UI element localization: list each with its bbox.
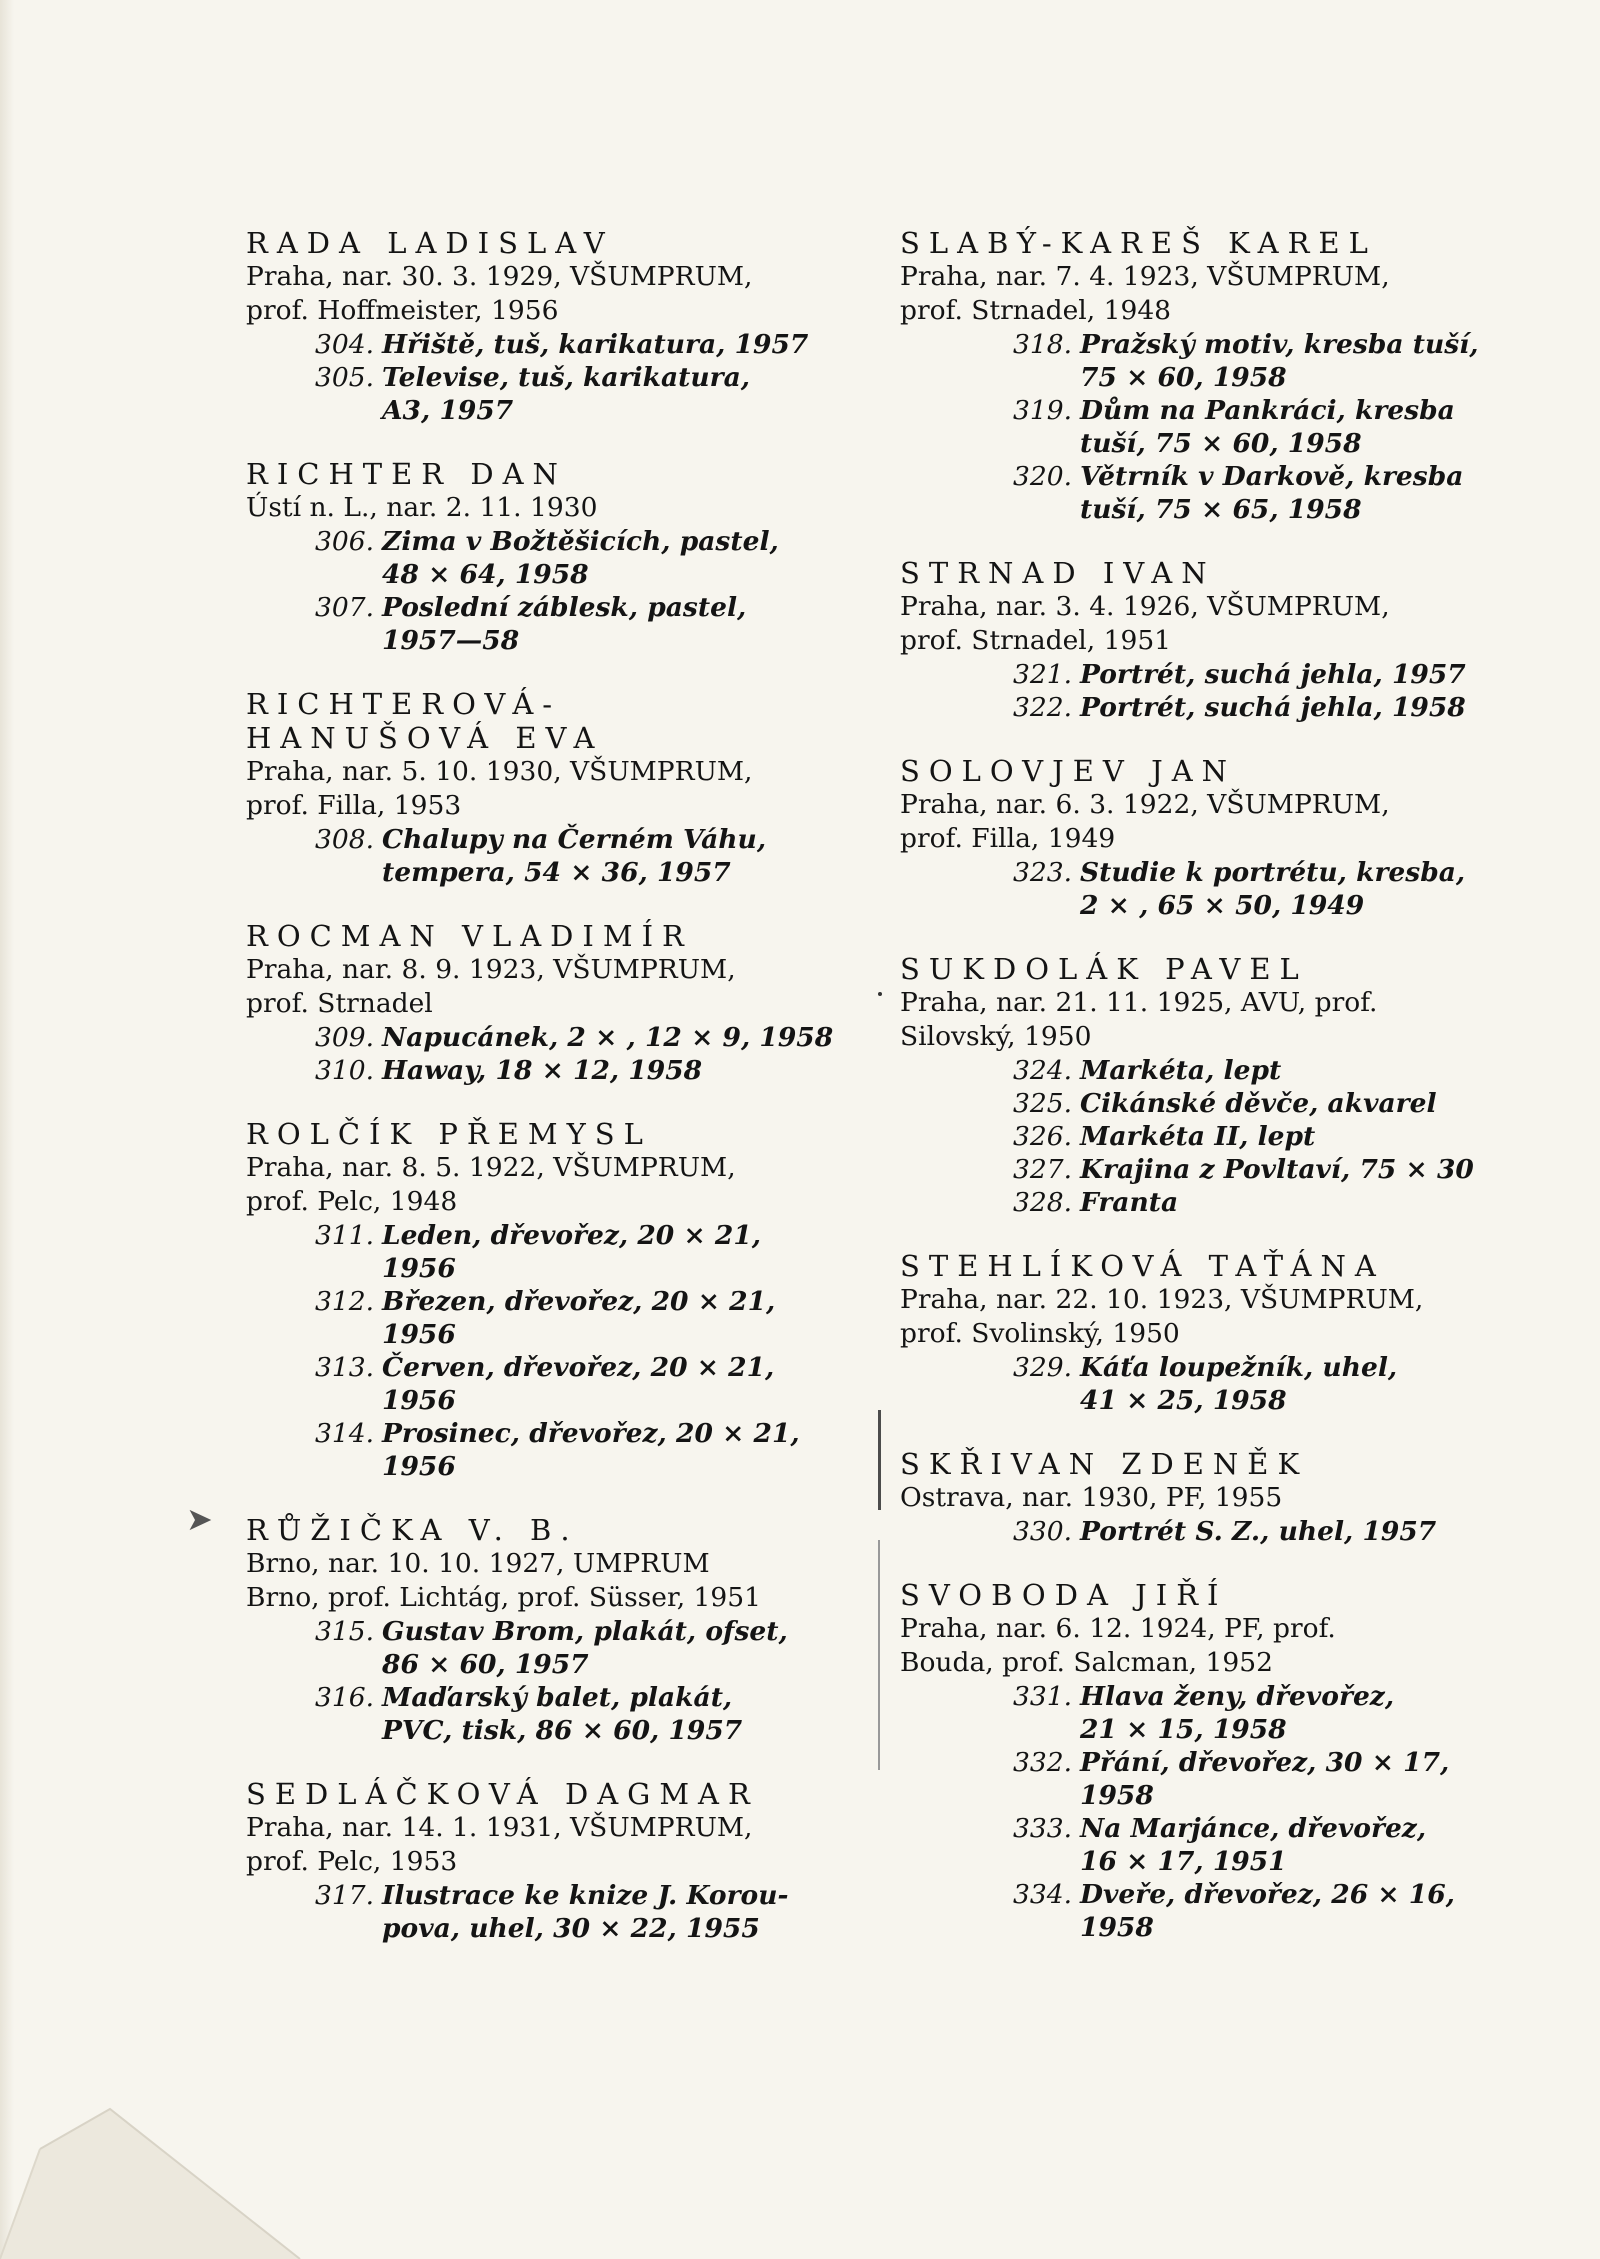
artist-info: prof. Svolinský, 1950	[900, 1318, 1180, 1349]
work-item	[246, 361, 866, 394]
work-item	[246, 328, 866, 361]
artist-info: prof. Hoffmeister, 1956	[246, 295, 559, 326]
left-column	[246, 226, 866, 1975]
work-item-continued	[246, 558, 866, 591]
work-title: 48 × 64, 1958	[382, 559, 589, 590]
work-number: 308.	[314, 824, 374, 855]
works-list	[900, 1351, 1516, 1417]
work-number: 309.	[314, 1022, 374, 1053]
work-number: 314.	[314, 1418, 374, 1449]
folded-corner	[0, 2079, 320, 2259]
work-title: 1958	[1080, 1912, 1154, 1943]
work-item	[900, 1054, 1516, 1087]
work-item	[900, 1120, 1516, 1153]
artist-info: prof. Filla, 1953	[246, 790, 462, 821]
work-number: 329.	[1012, 1352, 1072, 1383]
work-title: Leden, dřevořez, 20 × 21,	[382, 1220, 761, 1251]
artist-name: SUKDOLÁK PAVEL	[900, 952, 1308, 986]
works-list	[900, 328, 1516, 526]
artist-entry	[900, 1447, 1516, 1548]
work-number	[246, 1384, 382, 1417]
artist-name: RICHTEROVÁ-	[246, 687, 562, 721]
work-number	[246, 1318, 382, 1351]
work-number: 322.	[1012, 692, 1072, 723]
work-title: Portrét S. Z., uhel, 1957	[1080, 1516, 1437, 1547]
work-title: Haway, 18 × 12, 1958	[382, 1055, 703, 1086]
work-number: 316.	[314, 1682, 374, 1713]
work-title: Poslední záblesk, pastel,	[382, 592, 747, 623]
work-title: Napucánek, 2 × , 12 × 9, 1958	[382, 1022, 834, 1053]
work-number	[900, 1845, 1080, 1878]
work-item	[246, 525, 866, 558]
work-item	[246, 1021, 866, 1054]
work-item	[246, 1285, 866, 1318]
work-item-continued	[900, 361, 1516, 394]
artist-name: ROLČÍK PŘEMYSL	[246, 1117, 652, 1151]
artist-name: RICHTER DAN	[246, 457, 567, 491]
works-list	[246, 1615, 866, 1747]
work-item-continued	[246, 1912, 866, 1945]
page-edge	[0, 0, 14, 2259]
work-item-continued	[246, 1252, 866, 1285]
work-item	[900, 328, 1516, 361]
work-number: 305.	[314, 362, 374, 393]
artist-info: Bouda, prof. Salcman, 1952	[900, 1647, 1273, 1678]
work-item	[246, 1681, 866, 1714]
work-title: 86 × 60, 1957	[382, 1649, 589, 1680]
works-list	[246, 823, 866, 889]
works-list	[900, 1054, 1516, 1219]
artist-name: RADA LADISLAV	[246, 226, 614, 260]
work-title: Studie k portrétu, kresba,	[1080, 857, 1466, 888]
work-item	[900, 691, 1516, 724]
work-title: A3, 1957	[382, 395, 514, 426]
work-item-continued	[246, 1648, 866, 1681]
artist-entry	[246, 226, 866, 427]
works-list	[900, 1515, 1516, 1548]
work-item-continued	[246, 1384, 866, 1417]
work-title: 21 × 15, 1958	[1080, 1714, 1287, 1745]
artist-info: Praha, nar. 14. 1. 1931, VŠUMPRUM,	[246, 1812, 753, 1843]
work-item-continued	[900, 1713, 1516, 1746]
right-column	[900, 226, 1516, 1974]
work-number: 332.	[1012, 1747, 1072, 1778]
work-title: 16 × 17, 1951	[1080, 1846, 1287, 1877]
artist-entry	[246, 1513, 866, 1747]
artist-entry	[900, 226, 1516, 526]
work-item-continued	[900, 1384, 1516, 1417]
artist-entry	[900, 952, 1516, 1219]
artist-info: Praha, nar. 5. 10. 1930, VŠUMPRUM,	[246, 756, 753, 787]
work-number	[246, 558, 382, 591]
ink-dot	[878, 992, 882, 996]
artist-info: prof. Filla, 1949	[900, 823, 1116, 854]
artist-entry	[900, 556, 1516, 724]
work-title: 75 × 60, 1958	[1080, 362, 1287, 393]
work-title: 1956	[382, 1319, 456, 1350]
artist-entry	[246, 1117, 866, 1483]
work-title: Dům na Pankráci, kresba	[1080, 395, 1455, 426]
work-title: Na Marjánce, dřevořez,	[1080, 1813, 1427, 1844]
work-number	[900, 493, 1080, 526]
artist-entry	[246, 687, 866, 889]
artist-name: SLABÝ-KAREŠ KAREL	[900, 226, 1377, 260]
work-item	[900, 1746, 1516, 1779]
artist-name: STEHLÍKOVÁ TAŤÁNA	[900, 1249, 1385, 1283]
artist-entry	[246, 919, 866, 1087]
work-number: 317.	[314, 1880, 374, 1911]
artist-info: Praha, nar. 7. 4. 1923, VŠUMPRUM,	[900, 261, 1390, 292]
work-number: 325.	[1012, 1088, 1072, 1119]
artist-name: RŮŽIČKA V. B.	[246, 1513, 579, 1547]
work-number	[900, 361, 1080, 394]
work-title: Káťa loupežník, uhel,	[1080, 1352, 1398, 1383]
work-item	[900, 1515, 1516, 1548]
work-item-continued	[246, 856, 866, 889]
work-title: Přání, dřevořez, 30 × 17,	[1080, 1747, 1450, 1778]
works-list	[246, 1219, 866, 1483]
work-title: Portrét, suchá jehla, 1957	[1080, 659, 1466, 690]
work-number: 326.	[1012, 1121, 1072, 1152]
artist-info: prof. Pelc, 1953	[246, 1846, 458, 1877]
artist-info: Praha, nar. 3. 4. 1926, VŠUMPRUM,	[900, 591, 1390, 622]
work-number	[246, 624, 382, 657]
artist-info: Praha, nar. 21. 11. 1925, AVU, prof.	[900, 987, 1378, 1018]
artist-name: ROCMAN VLADIMÍR	[246, 919, 693, 953]
margin-mark	[878, 1410, 881, 1510]
works-list	[900, 658, 1516, 724]
work-number: 306.	[314, 526, 374, 557]
work-item-continued	[246, 624, 866, 657]
work-item	[900, 1153, 1516, 1186]
work-title: Chalupy na Černém Váhu,	[382, 824, 767, 855]
artist-info: prof. Strnadel, 1951	[900, 625, 1172, 656]
artist-info: prof. Pelc, 1948	[246, 1186, 458, 1217]
artist-name: SEDLÁČKOVÁ DAGMAR	[246, 1777, 759, 1811]
work-title: Hlava ženy, dřevořez,	[1080, 1681, 1395, 1712]
artist-info: Praha, nar. 8. 9. 1923, VŠUMPRUM,	[246, 954, 736, 985]
work-title: Televise, tuš, karikatura,	[382, 362, 750, 393]
work-title: 1956	[382, 1451, 456, 1482]
work-title: 1956	[382, 1253, 456, 1284]
works-list	[900, 1680, 1516, 1944]
margin-arrow-icon: ➤	[186, 1500, 213, 1538]
work-number	[246, 1912, 382, 1945]
work-item	[900, 1351, 1516, 1384]
work-item-continued	[900, 1911, 1516, 1944]
work-number: 327.	[1012, 1154, 1072, 1185]
work-item-continued	[900, 493, 1516, 526]
work-title: Ilustrace ke knize J. Korou-	[382, 1880, 789, 1911]
work-item	[900, 658, 1516, 691]
artist-name: SOLOVJEV JAN	[900, 754, 1237, 788]
work-item	[246, 1417, 866, 1450]
artist-info: prof. Strnadel, 1948	[900, 295, 1172, 326]
work-item	[900, 1878, 1516, 1911]
work-number: 333.	[1012, 1813, 1072, 1844]
work-number: 312.	[314, 1286, 374, 1317]
margin-mark	[878, 1540, 880, 1770]
work-title: Prosinec, dřevořez, 20 × 21,	[382, 1418, 800, 1449]
artist-info: Brno, nar. 10. 10. 1927, UMPRUM	[246, 1548, 710, 1579]
artist-info: Praha, nar. 6. 12. 1924, PF, prof.	[900, 1613, 1336, 1644]
work-number	[900, 1779, 1080, 1812]
work-item-continued	[900, 1845, 1516, 1878]
work-item-continued	[246, 1318, 866, 1351]
work-number	[246, 1450, 382, 1483]
work-number: 311.	[314, 1220, 374, 1251]
work-number: 323.	[1012, 857, 1072, 888]
work-title: Cikánské děvče, akvarel	[1080, 1088, 1437, 1119]
work-title: Pražský motiv, kresba tuší,	[1080, 329, 1479, 360]
work-item	[900, 1186, 1516, 1219]
work-title: Březen, dřevořez, 20 × 21,	[382, 1286, 776, 1317]
work-title: tuší, 75 × 60, 1958	[1080, 428, 1362, 459]
work-item	[900, 1812, 1516, 1845]
work-number: 324.	[1012, 1055, 1072, 1086]
work-title: 1957—58	[382, 625, 520, 656]
work-number: 328.	[1012, 1187, 1072, 1218]
work-item	[246, 1054, 866, 1087]
works-list	[900, 856, 1516, 922]
artist-name: SKŘIVAN ZDENĚK	[900, 1447, 1309, 1481]
work-number	[246, 856, 382, 889]
work-title: PVC, tisk, 86 × 60, 1957	[382, 1715, 743, 1746]
work-title: 1958	[1080, 1780, 1154, 1811]
work-item	[246, 823, 866, 856]
work-number: 313.	[314, 1352, 374, 1383]
work-item-continued	[246, 1714, 866, 1747]
artist-info: Praha, nar. 22. 10. 1923, VŠUMPRUM,	[900, 1284, 1424, 1315]
work-title: Markéta, lept	[1080, 1055, 1282, 1086]
artist-name: SVOBODA JIŘÍ	[900, 1578, 1228, 1612]
work-item	[900, 394, 1516, 427]
artist-info: Ústí n. L., nar. 2. 11. 1930	[246, 492, 598, 523]
artist-name-continued: HANUŠOVÁ EVA	[246, 721, 604, 755]
work-number: 304.	[314, 329, 374, 360]
works-list	[246, 1021, 866, 1087]
work-number	[246, 1648, 382, 1681]
work-title: 41 × 25, 1958	[1080, 1385, 1287, 1416]
work-number	[900, 427, 1080, 460]
work-title: pova, uhel, 30 × 22, 1955	[382, 1913, 760, 1944]
work-item	[900, 1087, 1516, 1120]
artist-info: Brno, prof. Lichtág, prof. Süsser, 1951	[246, 1582, 761, 1613]
work-title: tempera, 54 × 36, 1957	[382, 857, 731, 888]
work-number	[246, 394, 382, 427]
work-number: 330.	[1012, 1516, 1072, 1547]
artist-info: Ostrava, nar. 1930, PF, 1955	[900, 1482, 1283, 1513]
work-item-continued	[246, 1450, 866, 1483]
work-number: 319.	[1012, 395, 1072, 426]
work-number: 318.	[1012, 329, 1072, 360]
artist-info: Praha, nar. 6. 3. 1922, VŠUMPRUM,	[900, 789, 1390, 820]
work-title: Větrník v Darkově, kresba	[1080, 461, 1464, 492]
work-item-continued	[900, 427, 1516, 460]
work-number: 321.	[1012, 659, 1072, 690]
work-title: 2 × , 65 × 50, 1949	[1080, 890, 1365, 921]
work-title: Krajina z Povltaví, 75 × 30	[1080, 1154, 1474, 1185]
work-number	[900, 889, 1080, 922]
artist-entry	[900, 754, 1516, 922]
artist-info: Praha, nar. 30. 3. 1929, VŠUMPRUM,	[246, 261, 753, 292]
work-number: 307.	[314, 592, 374, 623]
work-title: 1956	[382, 1385, 456, 1416]
work-title: Červen, dřevořez, 20 × 21,	[382, 1352, 775, 1383]
artist-info: prof. Strnadel	[246, 988, 433, 1019]
work-number: 331.	[1012, 1681, 1072, 1712]
artist-entry	[246, 457, 866, 657]
work-item	[246, 591, 866, 624]
work-title: Maďarský balet, plakát,	[382, 1682, 733, 1713]
work-number: 320.	[1012, 461, 1072, 492]
works-list	[246, 525, 866, 657]
work-title: tuší, 75 × 65, 1958	[1080, 494, 1362, 525]
work-number	[900, 1384, 1080, 1417]
work-item-continued	[246, 394, 866, 427]
work-number	[900, 1911, 1080, 1944]
work-title: Dveře, dřevořez, 26 × 16,	[1080, 1879, 1455, 1910]
work-item	[246, 1615, 866, 1648]
work-item	[900, 460, 1516, 493]
work-number: 310.	[314, 1055, 374, 1086]
work-number	[246, 1714, 382, 1747]
work-number: 334.	[1012, 1879, 1072, 1910]
work-item	[900, 1680, 1516, 1713]
artist-name: STRNAD IVAN	[900, 556, 1216, 590]
work-item-continued	[900, 1779, 1516, 1812]
work-item	[246, 1879, 866, 1912]
work-item	[246, 1351, 866, 1384]
work-item	[900, 856, 1516, 889]
work-item-continued	[900, 889, 1516, 922]
work-number	[900, 1713, 1080, 1746]
artist-info: Praha, nar. 8. 5. 1922, VŠUMPRUM,	[246, 1152, 736, 1183]
artist-info: Silovský, 1950	[900, 1021, 1092, 1052]
works-list	[246, 1879, 866, 1945]
work-item	[246, 1219, 866, 1252]
work-title: Hřiště, tuš, karikatura, 1957	[382, 329, 809, 360]
work-number	[246, 1252, 382, 1285]
work-number: 315.	[314, 1616, 374, 1647]
artist-entry	[900, 1249, 1516, 1417]
work-title: Zima v Božtěšicích, pastel,	[382, 526, 779, 557]
works-list	[246, 328, 866, 427]
work-title: Markéta II, lept	[1080, 1121, 1316, 1152]
work-title: Gustav Brom, plakát, ofset,	[382, 1616, 788, 1647]
artist-entry	[246, 1777, 866, 1945]
work-title: Portrét, suchá jehla, 1958	[1080, 692, 1466, 723]
work-title: Franta	[1080, 1187, 1179, 1218]
artist-entry	[900, 1578, 1516, 1944]
